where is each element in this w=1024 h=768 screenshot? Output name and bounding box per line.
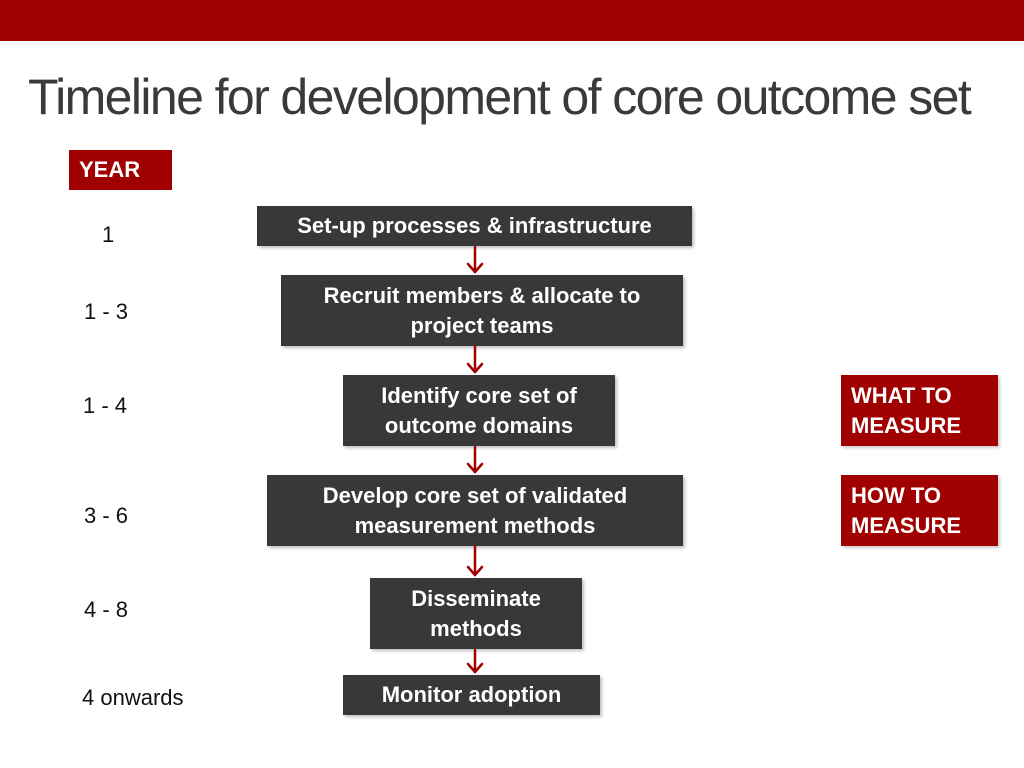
how-to-measure-badge: HOW TO MEASURE bbox=[841, 475, 998, 546]
arrow-3-icon bbox=[468, 447, 482, 472]
step-monitor-label: Monitor adoption bbox=[381, 682, 562, 707]
step-disseminate bbox=[370, 578, 582, 649]
year-label-5: 4 - 8 bbox=[84, 597, 129, 622]
step-recruit-label: Recruit members & allocate to project teams bbox=[323, 282, 641, 338]
step-identify-label: Identify core set of outcome domains bbox=[381, 382, 577, 438]
step-setup bbox=[257, 206, 692, 246]
year-label-1: 1 bbox=[102, 222, 115, 247]
step-identify bbox=[343, 375, 615, 446]
year-label-4: 3 - 6 bbox=[84, 503, 129, 528]
step-monitor bbox=[343, 675, 600, 715]
step-develop bbox=[267, 475, 683, 546]
arrow-2-icon bbox=[468, 347, 482, 372]
what-to-measure-badge: WHAT TO MEASURE bbox=[841, 375, 998, 446]
slide-title: Timeline for development of core outcome set bbox=[28, 69, 971, 125]
arrow-4-icon bbox=[468, 547, 482, 575]
year-label-6: 4 onwards bbox=[82, 685, 184, 710]
year-label-3: 1 - 4 bbox=[83, 393, 128, 418]
top-accent-bar bbox=[0, 0, 1024, 41]
year-header-badge: YEAR bbox=[69, 150, 172, 190]
arrow-5-icon bbox=[468, 650, 482, 672]
step-recruit bbox=[281, 275, 683, 346]
step-develop-label: Develop core set of validated measurement methods bbox=[322, 482, 628, 538]
step-setup-label: Set-up processes & infrastructure bbox=[297, 213, 652, 238]
step-disseminate-label: Disseminate methods bbox=[411, 585, 541, 641]
year-label-2: 1 - 3 bbox=[84, 299, 129, 324]
arrow-1-icon bbox=[468, 247, 482, 272]
